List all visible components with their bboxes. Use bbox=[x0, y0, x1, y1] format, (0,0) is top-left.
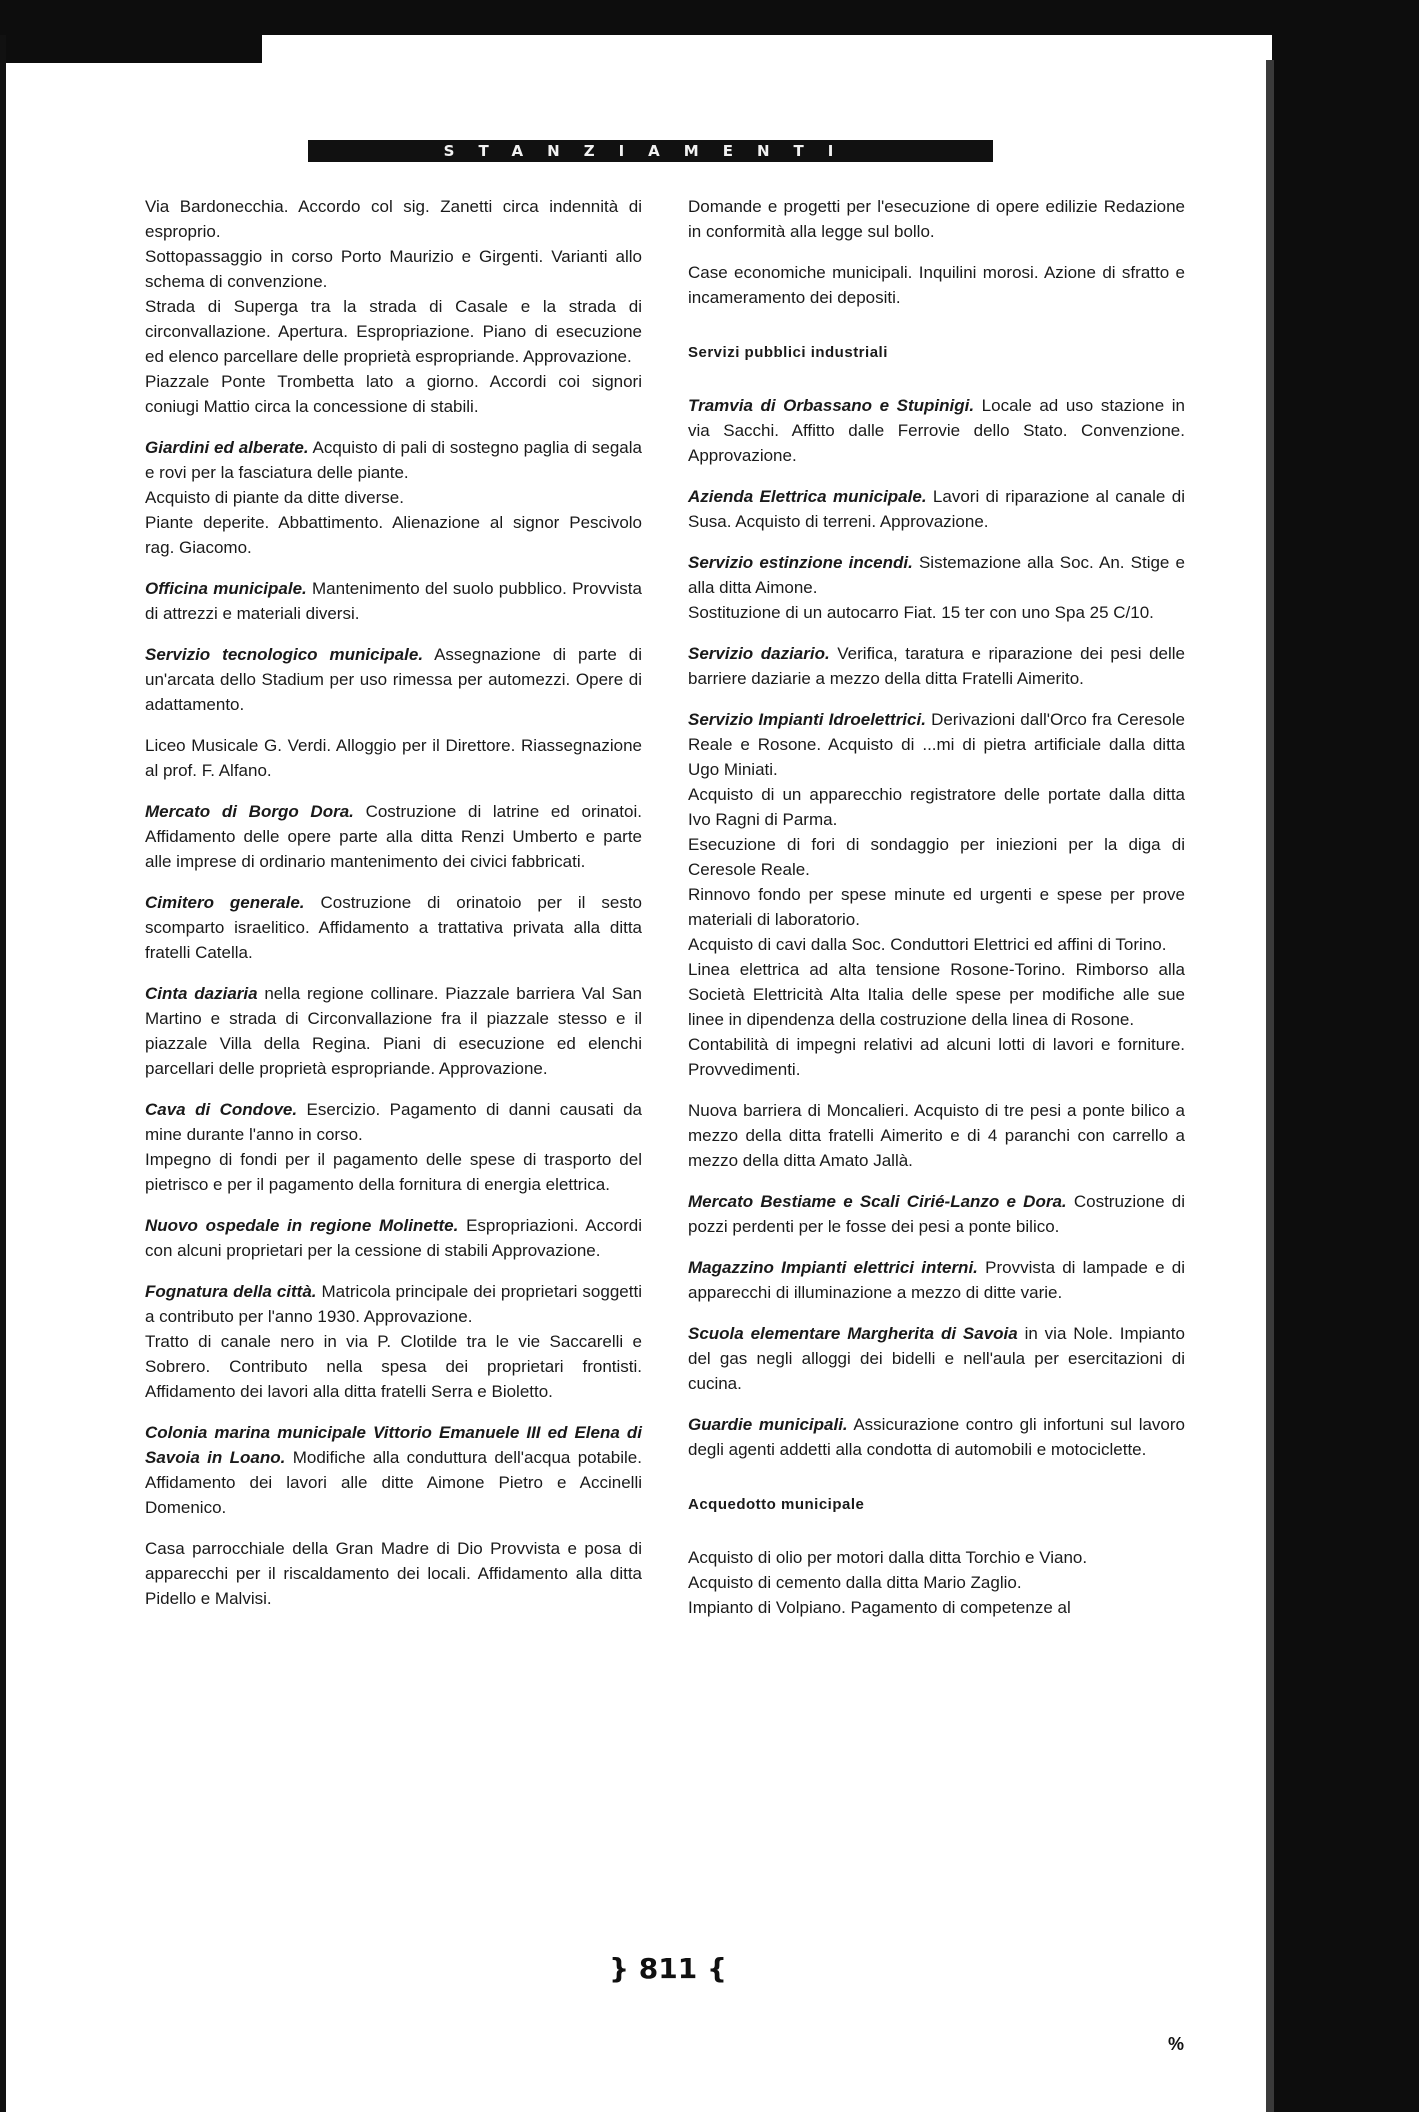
entry bbox=[688, 260, 1185, 310]
entry-text: Casa parrocchiale della Gran Madre di Dio Provvista e posa di apparecchi per il riscaldamento dei locali. Affidamento alla ditta Pidello e Malvisi. bbox=[145, 1539, 642, 1608]
entry bbox=[145, 1213, 642, 1263]
entry bbox=[145, 1097, 642, 1197]
entry-paragraph bbox=[688, 957, 1185, 1032]
entry-heading: Servizio estinzione incendi. bbox=[688, 553, 913, 572]
entry bbox=[145, 435, 642, 560]
entry-text: Sistemazione alla Soc. An. Stige e alla ditta Aimone. bbox=[688, 553, 1185, 597]
entry-paragraph bbox=[688, 1595, 1185, 1620]
entry-text: Esecuzione di fori di sondaggio per iniezioni per la diga di Ceresole Reale. bbox=[688, 835, 1185, 879]
entry-paragraph bbox=[688, 932, 1185, 957]
entry-text: Piante deperite. Abbattimento. Alienazione al signor Pescivolo rag. Giacomo. bbox=[145, 513, 642, 557]
entry-paragraph bbox=[688, 550, 1185, 600]
entry-heading: Nuovo ospedale in regione Molinette. bbox=[145, 1216, 459, 1235]
entry-paragraph bbox=[688, 1412, 1185, 1462]
entry-heading: Mercato di Borgo Dora. bbox=[145, 802, 354, 821]
entry-paragraph bbox=[145, 1329, 642, 1404]
entry-text: Verifica, taratura e riparazione dei pesi delle barriere daziarie a mezzo della ditta Fratelli Aimerito. bbox=[688, 644, 1185, 688]
entry-text: Impianto di Volpiano. Pagamento di competenze al bbox=[688, 1598, 1071, 1617]
scan-border-right-shadow bbox=[1266, 60, 1274, 2112]
entry-text: Contabilità di impegni relativi ad alcuni lotti di lavori e forniture. Provvedimenti. bbox=[688, 1035, 1185, 1079]
scan-border-right bbox=[1272, 35, 1419, 2112]
entry-paragraph bbox=[145, 1097, 642, 1147]
scan-border-top bbox=[0, 0, 1419, 35]
entry-text: Domande e progetti per l'esecuzione di opere edilizie Redazione in conformità alla legge sul bollo. bbox=[688, 197, 1185, 241]
entry-text: Acquisto di pali di sostegno paglia di segala e rovi per la fasciatura delle piante. bbox=[145, 438, 642, 482]
entry-paragraph bbox=[688, 600, 1185, 625]
entry-text: Acquisto di un apparecchio registratore delle portate dalla ditta Ivo Ragni di Parma. bbox=[688, 785, 1185, 829]
entry-paragraph bbox=[145, 510, 642, 560]
entry-paragraph bbox=[688, 484, 1185, 534]
entry-text: Assicurazione contro gli infortuni sul lavoro degli agenti addetti alla condotta di automobili e motociclette. bbox=[688, 1415, 1185, 1459]
entry-text: Costruzione di orinatoio per il sesto scomparto israelitico. Affidamento a trattativa privata alla ditta fratelli Catella. bbox=[145, 893, 642, 962]
entry-paragraph bbox=[688, 882, 1185, 932]
entry bbox=[688, 393, 1185, 468]
running-header bbox=[308, 140, 993, 162]
left-column bbox=[145, 194, 642, 1627]
entry-heading: Servizio tecnologico municipale. bbox=[145, 645, 424, 664]
right-column-acquedotto bbox=[688, 1545, 1185, 1620]
entry bbox=[688, 1098, 1185, 1173]
entry-text: Strada di Superga tra la strada di Casale e la strada di circonvallazione. Apertura. Espropriazione. Piano di esecuzione ed elenco parcellare delle proprietà espropriande. Approvazione. bbox=[145, 297, 642, 366]
entry-paragraph bbox=[145, 890, 642, 965]
entry-paragraph bbox=[688, 832, 1185, 882]
entry-heading: Guardie municipali. bbox=[688, 1415, 848, 1434]
entry-text: Espropriazioni. Accordi con alcuni proprietari per la cessione di stabili Approvazione. bbox=[145, 1216, 642, 1260]
entry bbox=[145, 1536, 642, 1611]
entry-text: Matricola principale dei proprietari soggetti a contributo per l'anno 1930. Approvazione. bbox=[145, 1282, 642, 1326]
entry bbox=[688, 1189, 1185, 1239]
entry-text: in via Nole. Impianto del gas negli alloggi dei bidelli e nell'aula per esercitazioni di cucina. bbox=[688, 1324, 1185, 1393]
entry-text: Modifiche alla conduttura dell'acqua potabile. Affidamento dei lavori alle ditte Aimone Pietro e Accinelli Domenico. bbox=[145, 1448, 642, 1517]
entry-text: Esercizio. Pagamento di danni causati da mine durante l'anno in corso. bbox=[145, 1100, 643, 1144]
entry bbox=[145, 642, 642, 717]
right-column bbox=[688, 194, 1185, 1636]
right-column-servizi bbox=[688, 393, 1185, 1462]
entry bbox=[145, 890, 642, 965]
entry bbox=[688, 1412, 1185, 1462]
entry bbox=[688, 641, 1185, 691]
entry-heading: Fognatura della città. bbox=[145, 1282, 317, 1301]
entry-text: Acquisto di piante da ditte diverse. bbox=[145, 488, 404, 507]
entry-paragraph bbox=[145, 1420, 642, 1520]
entry-text: Via Bardonecchia. Accordo col sig. Zanetti circa indennità di esproprio. bbox=[145, 197, 642, 241]
entry-paragraph bbox=[145, 576, 642, 626]
corner-mark: % bbox=[1168, 2034, 1185, 2054]
entry-paragraph bbox=[688, 1570, 1185, 1595]
entry-paragraph bbox=[688, 1321, 1185, 1396]
entry-heading: Giardini ed alberate. bbox=[145, 438, 309, 457]
entry-heading: Cimitero generale. bbox=[145, 893, 305, 912]
entry-paragraph bbox=[688, 782, 1185, 832]
entry-paragraph bbox=[145, 1279, 642, 1329]
entry bbox=[145, 194, 642, 419]
entry-text: Provvista di lampade e di apparecchi di illuminazione a mezzo di ditte varie. bbox=[688, 1258, 1185, 1302]
entry-text: Costruzione di pozzi perdenti per le fosse dei pesi a ponte bilico. bbox=[688, 1192, 1185, 1236]
entry-paragraph bbox=[688, 194, 1185, 244]
entry-text: Linea elettrica ad alta tensione Rosone-Torino. Rimborso alla Società Elettricità Alta Italia delle spese per modifiche alle sue linee in dipendenza della costruzione della linea di Rosone. bbox=[688, 960, 1185, 1029]
entry-text: Acquisto di cavi dalla Soc. Conduttori Elettrici ed affini di Torino. bbox=[688, 935, 1167, 954]
entry-paragraph bbox=[145, 294, 642, 369]
entry-paragraph bbox=[145, 1147, 642, 1197]
entry-heading: Magazzino Impianti elettrici interni. bbox=[688, 1258, 978, 1277]
entry bbox=[145, 576, 642, 626]
entry-paragraph bbox=[145, 642, 642, 717]
entry-text: Sostituzione di un autocarro Fiat. 15 ter con uno Spa 25 C/10. bbox=[688, 603, 1154, 622]
entry-paragraph bbox=[688, 1545, 1185, 1570]
entry-paragraph bbox=[145, 244, 642, 294]
entry-paragraph bbox=[688, 1098, 1185, 1173]
entry-paragraph bbox=[145, 485, 642, 510]
entry-heading: Colonia marina municipale Vittorio Emanuele III ed Elena di Savoia in Loano. bbox=[145, 1423, 642, 1467]
entry-text: Acquisto di olio per motori dalla ditta Torchio e Viano. bbox=[688, 1548, 1088, 1567]
entry bbox=[688, 1545, 1185, 1620]
entry-heading: Servizio Impianti Idroelettrici. bbox=[688, 710, 926, 729]
entry-text: Derivazioni dall'Orco fra Ceresole Reale e Rosone. Acquisto di ...mi di pietra artificiale dalla ditta Ugo Miniati. bbox=[688, 710, 1185, 779]
entry bbox=[688, 194, 1185, 244]
entry-paragraph bbox=[145, 369, 642, 419]
entry-text: Costruzione di latrine ed orinatoi. Affidamento delle opere parte alla ditta Renzi Umberto e parte alle imprese di ordinario mantenimento dei civici fabbricati. bbox=[145, 802, 642, 871]
entry-paragraph bbox=[688, 260, 1185, 310]
entry-heading: Servizio daziario. bbox=[688, 644, 830, 663]
entry-text: Acquisto di cemento dalla ditta Mario Zaglio. bbox=[688, 1573, 1022, 1592]
entry-text: Piazzale Ponte Trombetta lato a giorno. Accordi coi signori coniugi Mattio circa la concessione di stabili. bbox=[145, 372, 642, 416]
section-title-servizi-pubblici: Servizi pubblici industriali bbox=[688, 344, 888, 361]
entry bbox=[145, 733, 642, 783]
entry-heading: Scuola elementare Margherita di Savoia bbox=[688, 1324, 1018, 1343]
entry-paragraph bbox=[145, 799, 642, 874]
entry-text: Case economiche municipali. Inquilini morosi. Azione di sfratto e incameramento dei depositi. bbox=[688, 263, 1185, 307]
scan-border-left bbox=[0, 35, 6, 2112]
entry-paragraph bbox=[688, 393, 1185, 468]
entry bbox=[145, 1279, 642, 1404]
page-number: } 811 { bbox=[609, 1952, 727, 1985]
entry bbox=[688, 550, 1185, 625]
entry-text: Impegno di fondi per il pagamento delle spese di trasporto del pietrisco e per il pagamento della fornitura di energia elettrica. bbox=[145, 1150, 642, 1194]
entry-paragraph bbox=[688, 1032, 1185, 1082]
entry-paragraph bbox=[145, 194, 642, 244]
entry-paragraph bbox=[688, 707, 1185, 782]
entry bbox=[145, 981, 642, 1081]
section-title-acquedotto: Acquedotto municipale bbox=[688, 1496, 865, 1513]
entry-text: Sottopassaggio in corso Porto Maurizio e Girgenti. Varianti allo schema di convenzione. bbox=[145, 247, 642, 291]
entry-paragraph bbox=[145, 981, 642, 1081]
entry-text: Rinnovo fondo per spese minute ed urgenti e spese per prove materiali di laboratorio. bbox=[688, 885, 1185, 929]
entry-paragraph bbox=[145, 435, 642, 485]
entry bbox=[145, 1420, 642, 1520]
entry-heading: Mercato Bestiame e Scali Cirié-Lanzo e Dora. bbox=[688, 1192, 1067, 1211]
entry-heading: Cava di Condove. bbox=[145, 1100, 298, 1119]
entry-heading: Azienda Elettrica municipale. bbox=[688, 487, 927, 506]
entry bbox=[688, 1255, 1185, 1305]
entry-text: Mantenimento del suolo pubblico. Provvista di attrezzi e materiali diversi. bbox=[145, 579, 642, 623]
entry-text: Liceo Musicale G. Verdi. Alloggio per il Direttore. Riassegnazione al prof. F. Alfano. bbox=[145, 736, 642, 780]
entry-paragraph bbox=[145, 1536, 642, 1611]
entry-heading: Tramvia di Orbassano e Stupinigi. bbox=[688, 396, 975, 415]
entry-text: Tratto di canale nero in via P. Clotilde tra le vie Saccarelli e Sobrero. Contributo nella spesa dei proprietari frontisti. Affidamento dei lavori alla ditta fratelli Serra e Bioletto. bbox=[145, 1332, 642, 1401]
entry bbox=[688, 484, 1185, 534]
entry bbox=[688, 707, 1185, 1082]
right-column-intro bbox=[688, 194, 1185, 310]
entry-text: Locale ad uso stazione in via Sacchi. Affitto dalle Ferrovie dello Stato. Convenzione. Approvazione. bbox=[688, 396, 1185, 465]
entry-paragraph bbox=[688, 1189, 1185, 1239]
entry bbox=[145, 799, 642, 874]
entry-text: Lavori di riparazione al canale di Susa. Acquisto di terreni. Approvazione. bbox=[688, 487, 1185, 531]
entry-heading: Cinta daziaria bbox=[145, 984, 258, 1003]
entry-heading: Officina municipale. bbox=[145, 579, 307, 598]
entry-paragraph bbox=[145, 733, 642, 783]
entry-text: nella regione collinare. Piazzale barriera Val San Martino e strada di Circonvallazione fra il piazzale stesso e il piazzale Villa della Regina. Piani di esecuzione ed elenchi parcellari delle proprietà espropriande. Approvazione. bbox=[145, 984, 642, 1078]
entry bbox=[688, 1321, 1185, 1396]
entry-paragraph bbox=[688, 641, 1185, 691]
entry-text: Assegnazione di parte di un'arcata dello Stadium per uso rimessa per automezzi. Opere di adattamento. bbox=[145, 645, 642, 714]
running-header-title: STANZIAMENTI bbox=[443, 142, 858, 160]
entry-paragraph bbox=[145, 1213, 642, 1263]
entry-text: Nuova barriera di Moncalieri. Acquisto di tre pesi a ponte bilico a mezzo della ditta fratelli Aimerito e di 4 paranchi con carrello a mezzo della ditta Amato Jallà. bbox=[688, 1101, 1185, 1170]
scan-border-tab bbox=[0, 35, 262, 63]
entry-paragraph bbox=[688, 1255, 1185, 1305]
